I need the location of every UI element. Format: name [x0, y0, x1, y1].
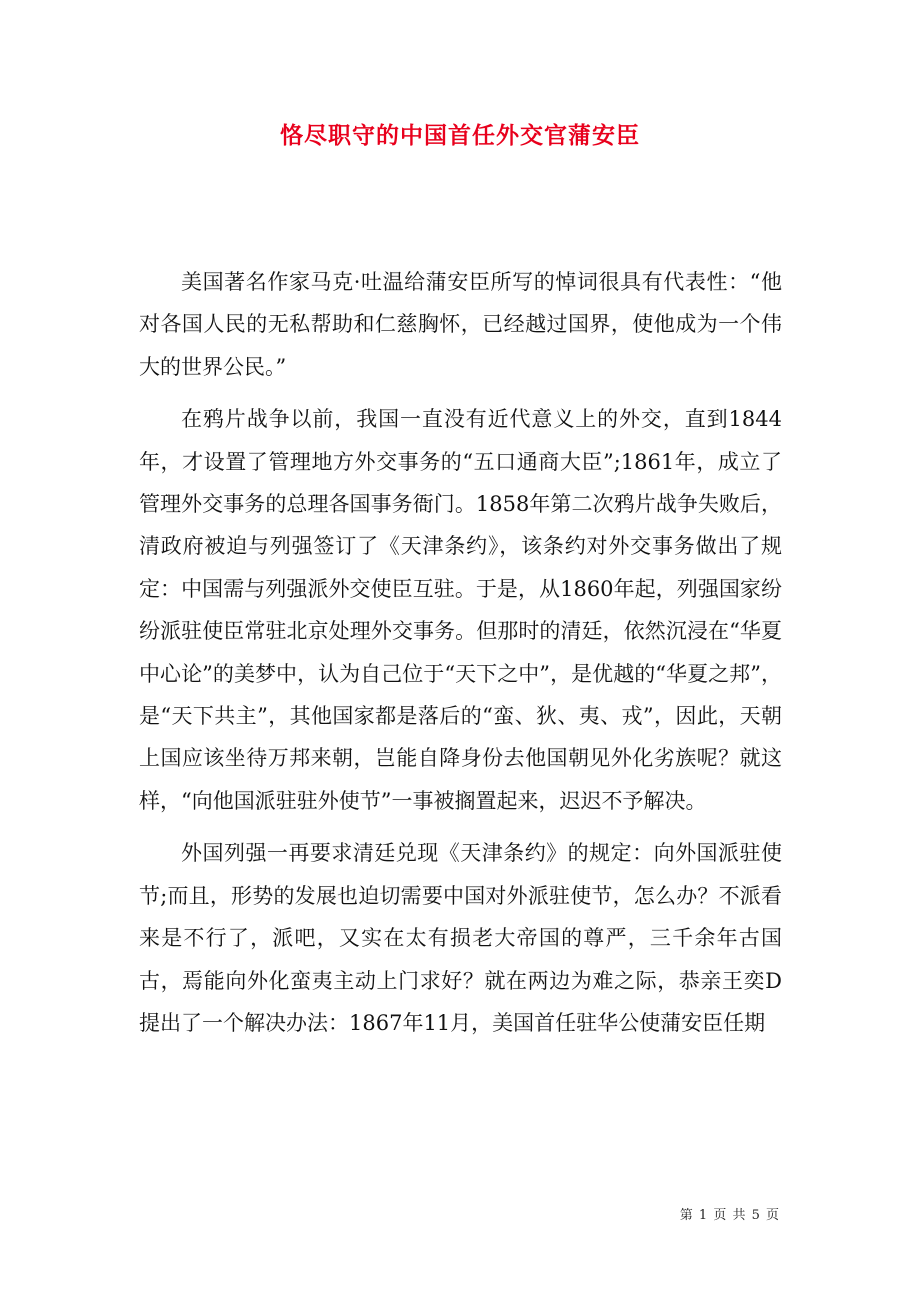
page-number-footer: 第 1 页 共 5 页	[679, 1208, 780, 1223]
paragraph-3: 外国列强一再要求清廷兑现《天津条约》的规定：向外国派驻使节;而且，形势的发展也迫切需要中国对外派驻使节，怎么办？不派看来是不行了，派吧，又实在太有损老大帝国的尊严，三千余年古国古，焉能向外化蛮夷主动上门求好？就在两边为难之际，恭亲王奕D提出了一个解决办法：1867年11月，美国首任驻华公使蒲安臣任期	[139, 841, 782, 1035]
document-title: 恪尽职守的中国首任外交官蒲安臣	[280, 122, 640, 149]
paragraph-2: 在鸦片战争以前，我国一直没有近代意义上的外交，直到1844年，才设置了管理地方外交事务的“五口通商大臣”;1861年，成立了管理外交事务的总理各国事务衙门。1858年第二次鸦片战争失败后，清政府被迫与列强签订了《天津条约》，该条约对外交事务做出了规定：中国需与列强派外交使臣互驻。于是，从1860年起，列强国家纷纷派驻使臣常驻北京处理外交事务。但那时的清廷，依然沉浸在“华夏中心论”的美梦中，认为自己位于“天下之中”，是优越的“华夏之邦”，是“天下共主”，其他国家都是落后的“蛮、狄、夷、戎”，因此，天朝上国应该坐待万邦来朝，岂能自降身份去他国朝见外化劣族呢？就这样，“向他国派驻驻外使节”一事被搁置起来，迟迟不予解决。	[139, 407, 782, 813]
document-body	[139, 261, 782, 1044]
paragraph-1: 美国著名作家马克·吐温给蒲安臣所写的悼词很具有代表性：“他对各国人民的无私帮助和仁慈胸怀，已经越过国界，使他成为一个伟大的世界公民。”	[139, 270, 782, 379]
